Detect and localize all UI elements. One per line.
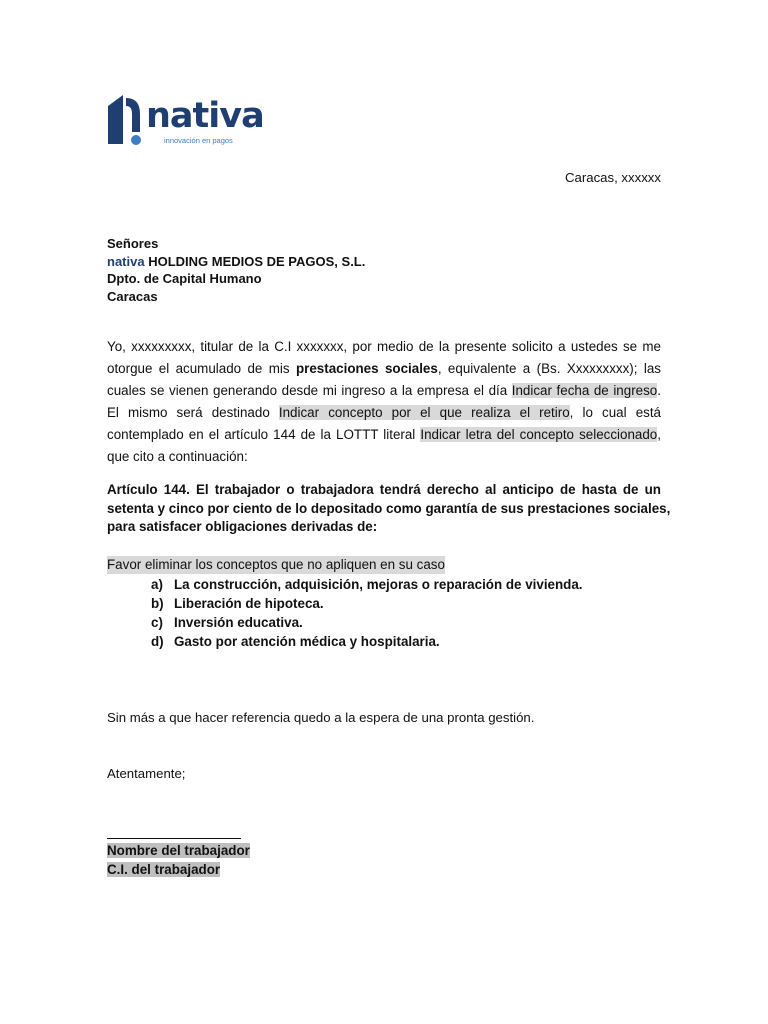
recipient-department: Dpto. de Capital Humano	[107, 271, 262, 286]
list-item	[151, 632, 583, 651]
placeholder-start-date: Indicar fecha de ingreso	[511, 383, 658, 398]
signature-id: C.I. del trabajador	[107, 862, 221, 877]
placeholder-concept: Indicar concepto por el que realiza el retiro	[278, 405, 570, 420]
company-name: HOLDING MEDIOS DE PAGOS, S.L.	[144, 253, 366, 269]
text-run: otorgue el acumulado de mis	[107, 361, 296, 376]
paragraph-line: que cito a continuación:	[107, 449, 248, 464]
text-run: .	[657, 383, 661, 398]
closing-sentence: Sin más a que hacer referencia quedo a la espera de una pronta gestión.	[107, 710, 535, 725]
signature-id-row	[107, 860, 250, 879]
salutation: Señores	[107, 236, 159, 251]
logo-mark-icon	[106, 92, 146, 148]
logo-tagline: innovación en pagos	[164, 136, 233, 145]
list-item	[151, 575, 583, 594]
benefits-term: prestaciones sociales	[295, 361, 438, 376]
article-line: para satisfacer obligaciones derivadas de:	[107, 519, 378, 534]
logo-wordmark: nativa	[146, 96, 264, 136]
recipient-block	[107, 235, 365, 305]
company-brand: nativa	[107, 253, 145, 269]
paragraph-line	[107, 358, 661, 380]
list-item-text: Inversión educativa.	[174, 615, 303, 630]
paragraph-line	[107, 380, 661, 402]
text-run: , equivalente a (Bs. Xxxxxxxxx); las	[437, 361, 661, 376]
recipient-city: Caracas	[107, 288, 158, 304]
text-run: El mismo será destinado	[107, 405, 279, 420]
removal-note: Favor eliminar los conceptos que no apliquen en su caso	[107, 557, 445, 572]
request-paragraph	[107, 336, 661, 468]
list-item-text: La construcción, adquisición, mejoras o reparación de vivienda.	[174, 577, 583, 592]
signature-name: Nombre del trabajador	[107, 843, 250, 858]
list-marker: a)	[151, 577, 163, 592]
concepts-list	[151, 575, 583, 651]
recipient-company	[107, 253, 365, 271]
list-item-text: Liberación de hipoteca.	[174, 596, 324, 611]
list-marker: b)	[151, 596, 164, 611]
signature-line	[107, 838, 241, 839]
article-line: setenta y cinco por ciento de lo depositado como garantía de sus prestaciones sociales,	[107, 500, 671, 516]
placeholder-letter: Indicar letra del concepto seleccionado	[420, 427, 658, 442]
company-logo	[106, 92, 266, 154]
text-run: cuales se vienen generando desde mi ingreso a la empresa el día	[107, 383, 512, 398]
list-item-text: Gasto por atención médica y hospitalaria.	[174, 634, 440, 649]
text-run: , lo cual está	[569, 405, 662, 420]
article-line: Artículo 144. El trabajador o trabajadora tendrá derecho al anticipo de hasta de un	[107, 482, 661, 497]
list-item	[151, 613, 583, 632]
letter-date: Caracas, xxxxxx	[565, 170, 661, 185]
signature-block	[107, 841, 250, 879]
paragraph-line: Yo, xxxxxxxxx, titular de la C.I xxxxxxx, por medio de la presente solicito a ustedes se me	[107, 339, 661, 354]
list-item	[151, 594, 583, 613]
signoff: Atentamente;	[107, 766, 186, 781]
signature-name-row	[107, 841, 250, 860]
text-run: ,	[657, 427, 661, 442]
list-marker: d)	[151, 634, 164, 649]
paragraph-line	[107, 424, 661, 446]
list-marker: c)	[151, 615, 163, 630]
paragraph-line	[107, 402, 661, 424]
text-run: contemplado en el artículo 144 de la LOTTT literal	[107, 427, 421, 442]
article-quote	[107, 481, 671, 537]
